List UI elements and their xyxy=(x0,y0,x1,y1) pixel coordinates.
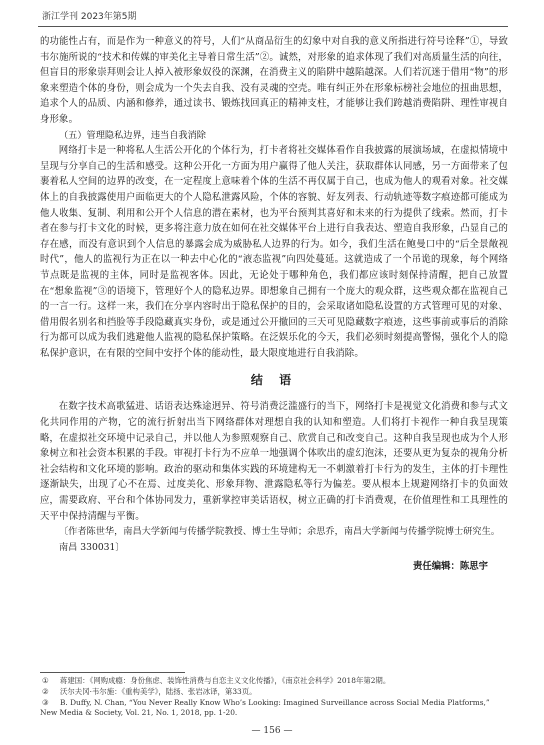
body-paragraph: 网络打卡是一种将私人生活公开化的个体行为，打卡者将社交媒体看作自我披露的展演场域，在虚拟情境中呈现与分享自己的生活和感受。这种公开化一方面为用户赢得了他人关注，获取群体认同感，另一方面带来了包裹着私人空间的边界的改变，在一定程度上意味着个体的生活不再仅属于自己，也成为他人的观看对象。社交媒体上的自我披露使用户面临更大的个人隐私泄露风险，个体的容貌、好友列表、行动轨迹等数字痕迹都可能成为他人收集、复制、利用和公开个人信息的潜在素材，也为平台预判其喜好和未来的行为提供了线索。然而，打卡者在参与打卡文化的时候，更多将注意力放在如何在社交媒体平台上进行自我表达、塑造自我形象，凸显自己的存在感，而没有意识到个人信息的暴露会成为威胁私人边界的行为。如今，我们生活在鲍曼口中的“后全景敞视时代”，他人的监视行为正在以一种去中心化的“液态监视”向四处蔓延。这就造成了一个吊诡的现象，每个网络节点既是监视的主体，同时是监视客体。因此，无论处于哪种角色，我们都应该时刻保持清醒，把自己放置在“想象监视”③的语境下，管理好个人的隐私边界。即想象自己拥有一个庞大的观众群，这些观众都在监视自己的一言一行。这样一来，我们在分享内容时出于隐私保护的目的，会采取诸如隐私设置的方式管理可见的对象、借用假名别名和挡脸等手段隐藏真实身份，或是通过公开撤回的三天可见隐藏数字痕迹，这些事前或事后的消除行为都可以成为我们逃避他人监视的隐私保护策略。在泛娱乐化的今天，我们必须时刻提高警惕，强化个人的隐私保护意识，在有限的空间中安抒个体的能动性，最大限度地进行自我消除。 xyxy=(40,145,508,359)
footnotes xyxy=(40,676,508,719)
body-paragraph: 的功能性占有，而是作为一种意义的符号，人们“从商品衍生的幻象中对自我的意义所指进行符号诠释”①，导致韦尔施所说的“技术和传媒的审美化主导着日常生活”②。诚然，对形象的追求体现了我们对高质量生活的向往，但盲目的形象崇拜则会让人掉入被形象奴役的深渊，在消费主义的陷阱中越陷越深。人们若沉迷于借用“物”的形象来塑造个体的身份，则会成为一个失去自我、没有灵魂的空壳。唯有纠正外在形象标榜社会地位的扭曲思想，追求个人的品质、内涵和修养，通过读书、锻炼找回真正的精神支柱，才能够让我们跨越消费陷阱、理性审视自身形象。 xyxy=(40,36,508,125)
journal-header: 浙江学刊 2023年第5期 xyxy=(42,12,137,22)
subsection-heading: （五）管理隐私边界，违当自我消除 xyxy=(59,129,206,141)
footnote-mark: ② xyxy=(42,686,49,696)
header-rule xyxy=(38,26,508,27)
footnote-mark: ③ xyxy=(42,697,49,707)
footnote-text: 蒋建国：《网购成瘾：身份焦虑、装饰性消费与自恋主义文化传播》，《南京社会科学》2018年第2期。 xyxy=(60,676,391,685)
footnote-text: B. Duffy, N. Chan, “You Never Really Know Who’s Looking: Imagined Surveillance across Social Media Platforms,” New Media & Society, Vol. 21, No. 1, 2018, pp. 1-20. xyxy=(40,697,490,718)
footnote-mark: ① xyxy=(42,676,49,685)
footnote-3 xyxy=(40,698,508,720)
footnote-2 xyxy=(40,687,508,698)
author-note: 〔作者陈世华，南昌大学新闻与传播学院教授、博士生导师；余思乔，南昌大学新闻与传播学院博士研究生。南昌 330031〕 xyxy=(59,526,500,553)
page-number: — 156 — xyxy=(251,726,293,736)
footnote-text: 沃尔夫冈·韦尔施：《重构美学》，陆扬、张岩冰译，第33页。 xyxy=(60,686,257,696)
section-title: 结 语 xyxy=(250,373,298,388)
footnote-rule xyxy=(40,672,185,673)
conclusion-paragraph: 在数字技术高歌猛进、话语表达殊途迥异、符号消费泛滥盛行的当下，网络打卡是视觉文化消费和参与式文化共同作用的产物，它的流行折射出当下网络群体对理想自我的认知和塑造。人们将打卡视作一种自我呈现策略，在虚拟社交环境中记录自己，并以他人为参照观察自己、欣赏自己和改变自己。这种自我呈现也成为个人形象树立和社会资本积累的手段。审视打卡行为不应单一地强调个体吹出的虚幻泡沫，还要从更为复杂的视角分析社会结构和文化环境的影响。政治的驱动和集体实践的环境建构无一不刺激着打卡行为的发生，主体的打卡理性逐渐缺失，出现了心不在焉、过度美化、形象拜物、泄露隐私等行为偏差。要从根本上规避网络打卡的负面效应，需要政府、平台和个体协同发力，重新掌控审美话语权，树立正确的打卡消费观，在价值理性和工具理性的天平中保持清醒与平衡。 xyxy=(40,401,508,522)
responsible-editor: 责任编辑：陈思宇 xyxy=(412,561,488,573)
article-body xyxy=(40,34,508,572)
footnote-1 xyxy=(40,676,508,687)
